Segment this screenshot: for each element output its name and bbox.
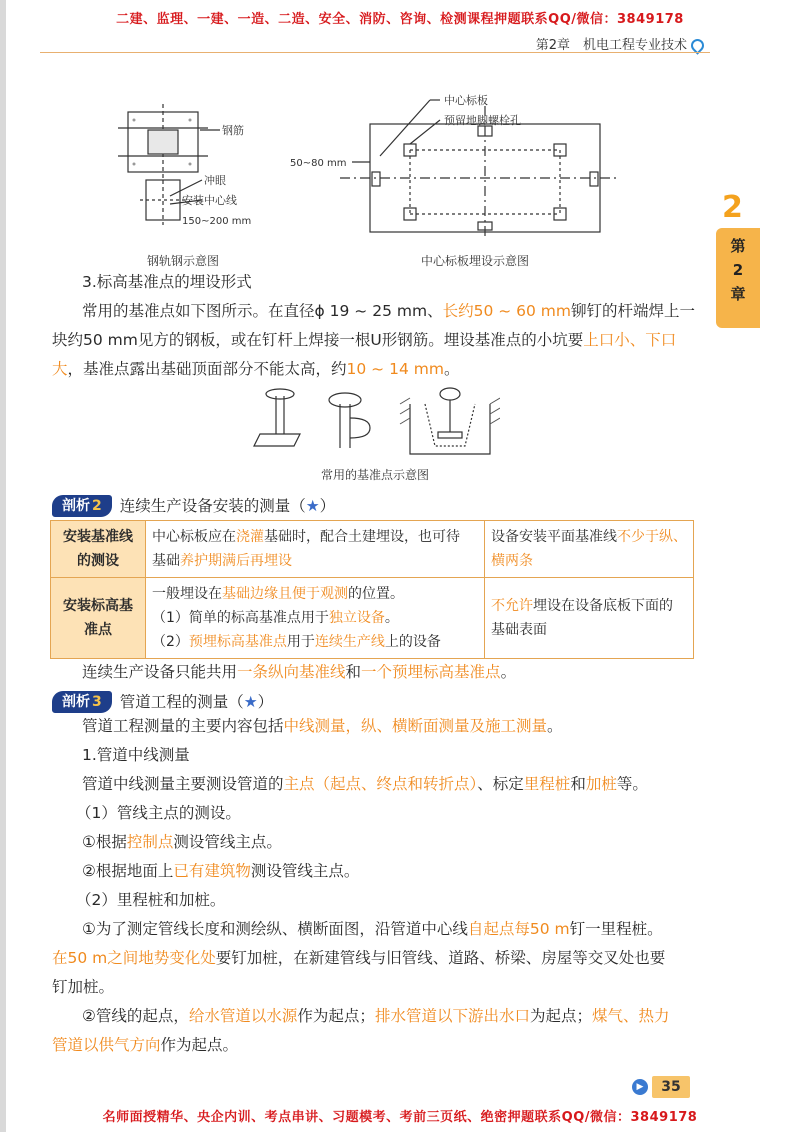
text: 中心标板应在 <box>152 529 236 545</box>
highlight: 基础边缘且便于观测 <box>222 586 348 602</box>
chapter-tab-line: 2 <box>732 261 744 279</box>
chapter-side-tab <box>716 190 760 330</box>
text: ） <box>319 497 336 515</box>
pipe-heading: 1.管道中线测量 <box>82 746 190 764</box>
text: 铆钉的杆端焊上一 <box>571 302 696 320</box>
text: 钉一里程桩。 <box>569 920 663 938</box>
highlight: 连续生产线 <box>314 634 385 650</box>
text: （1）简单的标高基准点用于 <box>152 610 329 626</box>
label-center-plate: 中心标板 <box>444 94 488 107</box>
table-row-head: 安装标高基准点 <box>51 578 146 659</box>
text: 基础时，配合土建埋设，也可待 <box>264 529 460 545</box>
rivet-head <box>266 389 294 399</box>
pipe-line <box>52 1002 702 1031</box>
text: 常用的基准点如下图所示。在直径ϕ 19 ~ 25 mm、 <box>82 302 443 320</box>
highlight: 上口小、下口 <box>583 331 677 349</box>
star-icon: ★ <box>243 693 258 711</box>
highlight: 不允许 <box>491 598 533 614</box>
text: 的位置。 <box>348 586 404 602</box>
pipe-intro <box>52 712 702 741</box>
label-bolt-hole: 预留地脚螺栓孔 <box>444 114 521 127</box>
pipe-sub2: （2）里程桩和加桩。 <box>76 891 226 909</box>
text: 上的设备 <box>384 634 441 650</box>
text: 要钉加桩，在新建管线与旧管线、道路、桥梁、房屋等交叉处也要 <box>215 949 666 967</box>
text: 。 <box>547 717 563 735</box>
promo-banner-bottom: 名师面授精华、央企内训、考点串讲、习题模考、考前三页纸、绝密押题联系QQ/微信：3849178 <box>102 1110 698 1125</box>
highlight: 煤气、热力 <box>591 1007 670 1025</box>
highlight: 里程桩 <box>523 775 571 793</box>
pipe-line <box>52 915 702 944</box>
label-punch: 冲眼 <box>204 174 226 187</box>
chapter-header-text: 第2章 机电工程专业技术 <box>535 38 687 53</box>
header-rule <box>40 52 710 53</box>
pipe-sub1: （1）管线主点的测设。 <box>76 804 241 822</box>
highlight: 10 ~ 14 mm <box>346 360 444 378</box>
text: 和 <box>570 775 586 793</box>
figure-plate <box>148 130 178 154</box>
badge-number: 2 <box>92 498 102 514</box>
highlight: 预埋标高基准点 <box>188 634 287 650</box>
text: ②管线的起点， <box>82 1007 189 1025</box>
text: ，基准点露出基础顶面部分不能太高，约 <box>67 360 347 378</box>
pipe-line <box>52 770 702 799</box>
highlight: 一条纵向基准线 <box>237 663 346 681</box>
highlight: 给水管道以水源 <box>188 1007 298 1025</box>
text: 。 <box>443 360 460 378</box>
center-plate <box>372 172 380 186</box>
figure2-caption: 中心标板埋设示意图 <box>420 254 529 268</box>
text: （2） <box>152 634 189 650</box>
text: 设备安装平面基准线 <box>491 529 617 545</box>
badge-text: 剖析 <box>62 498 90 514</box>
highlight: 独立设备 <box>328 610 385 626</box>
text: 管道工程测量的主要内容包括 <box>82 717 284 735</box>
highlight: 浇灌 <box>236 529 264 545</box>
text: 、标定 <box>477 775 524 793</box>
analysis-title: 连续生产设备安装的测量（ <box>119 497 306 515</box>
chapter-tab-line: 章 <box>730 285 746 303</box>
text: ） <box>257 693 274 711</box>
highlight: 自起点每50 m <box>467 920 570 938</box>
text: 基础 <box>152 553 180 569</box>
highlight: 加桩 <box>585 775 617 793</box>
text: 和 <box>345 663 362 681</box>
text: 等。 <box>616 775 648 793</box>
page-number <box>632 1076 690 1098</box>
table-row-head: 安装基准线的测设 <box>51 521 146 578</box>
survey-table <box>50 520 694 659</box>
page-edge-shadow <box>0 0 6 1132</box>
rivet-head <box>440 388 460 400</box>
text: 为起点； <box>529 1007 592 1025</box>
u-rebar <box>350 418 370 438</box>
highlight: 主点（起点、终点和转折点） <box>283 775 478 793</box>
highlight: 已有建筑物 <box>173 862 251 880</box>
chapter-digit: 2 <box>722 190 743 225</box>
star-icon: ★ <box>305 497 320 515</box>
badge-number: 3 <box>92 694 102 710</box>
promo-banner-top: 二建、监理、一建、一造、二造、安全、消防、咨询、检测课程押题联系QQ/微信：3849178 <box>116 12 684 27</box>
table-row <box>51 578 694 659</box>
analysis-3-heading <box>52 690 273 714</box>
text: 作为起点。 <box>160 1036 239 1054</box>
figure3-caption: 常用的基准点示意图 <box>320 468 429 482</box>
text: 埋设在设备底板下面的 <box>533 598 673 614</box>
highlight: 控制点 <box>126 833 174 851</box>
table-cell <box>485 578 694 659</box>
pipe-section <box>52 712 702 1060</box>
play-icon: ▶ <box>632 1079 648 1095</box>
text: ②根据地面上 <box>82 862 174 880</box>
table-cell <box>485 521 694 578</box>
paragraph-benchmark <box>52 297 702 384</box>
chapter-header <box>536 34 704 53</box>
text: 基础表面 <box>491 622 547 638</box>
highlight: 养护期满后再埋设 <box>180 553 292 569</box>
analysis-title: 管道工程的测量（ <box>119 693 244 711</box>
text: 。 <box>500 663 517 681</box>
text: 测设管线主点。 <box>173 833 282 851</box>
highlight: 不少于纵、横两条 <box>491 529 687 569</box>
pipe-line <box>52 857 702 886</box>
text: 连续生产设备只能共用 <box>82 663 238 681</box>
chapter-tab-line: 第 <box>730 237 746 255</box>
pipe-line: 钉加桩。 <box>52 978 115 996</box>
table-cell <box>146 578 485 659</box>
highlight: 排水管道以下游出水口 <box>374 1007 530 1025</box>
label-dim: 150~200 mm <box>182 216 252 227</box>
highlight: 在50 m之间地势变化处 <box>52 949 216 967</box>
text: 测设管线主点。 <box>250 862 360 880</box>
page-number-value: 35 <box>652 1076 690 1098</box>
analysis-2-heading <box>52 494 335 518</box>
analysis-badge <box>52 495 112 517</box>
text: ①根据 <box>82 833 127 851</box>
analysis-badge <box>52 691 112 713</box>
label-dim: 50~80 mm <box>290 158 347 169</box>
table-cell <box>146 521 485 578</box>
highlight: 长约50 ~ 60 mm <box>442 302 571 320</box>
figure-base <box>146 180 180 220</box>
highlight: 一个预埋标高基准点 <box>361 663 501 681</box>
center-plate <box>590 172 598 186</box>
pipe-line <box>52 1031 702 1060</box>
figure1-caption: 钢轨钢示意图 <box>146 254 219 268</box>
highlight: 大 <box>52 360 68 378</box>
highlight: 管道以供气方向 <box>52 1036 161 1054</box>
text: 一般埋设在 <box>152 586 222 602</box>
rail-steel-figure <box>110 100 260 240</box>
pipe-line <box>52 828 702 857</box>
table-row <box>51 521 694 578</box>
benchmark-figure <box>250 384 500 464</box>
highlight: 中线测量，纵、横断面测量及施工测量 <box>283 717 548 735</box>
text: 块约50 mm见方的钢板，或在钉杆上焊接一根U形钢筋。埋设基准点的小坑要 <box>52 331 584 349</box>
text: 管道中线测量主要测设管道的 <box>82 775 284 793</box>
paragraph-shared-baseline <box>82 658 516 687</box>
badge-text: 剖析 <box>62 694 90 710</box>
text: 。 <box>384 610 399 626</box>
text: ①为了测定管线长度和测绘纵、横断面图，沿管道中心线 <box>82 920 468 938</box>
pipe-line <box>52 944 702 973</box>
text: 用于 <box>286 634 315 650</box>
chapter-tab-label <box>716 228 760 328</box>
rivet-head <box>329 393 361 407</box>
section-heading-elevation: 3.标高基准点的埋设形式 <box>82 273 252 291</box>
label-rebar: 钢筋 <box>222 124 244 137</box>
center-plate-figure <box>290 92 630 242</box>
leader-line <box>380 100 430 156</box>
steel-plate <box>438 432 462 438</box>
label-centerline: 安装中心线 <box>182 194 237 207</box>
steel-plate <box>254 434 300 446</box>
text: 作为起点； <box>297 1007 375 1025</box>
